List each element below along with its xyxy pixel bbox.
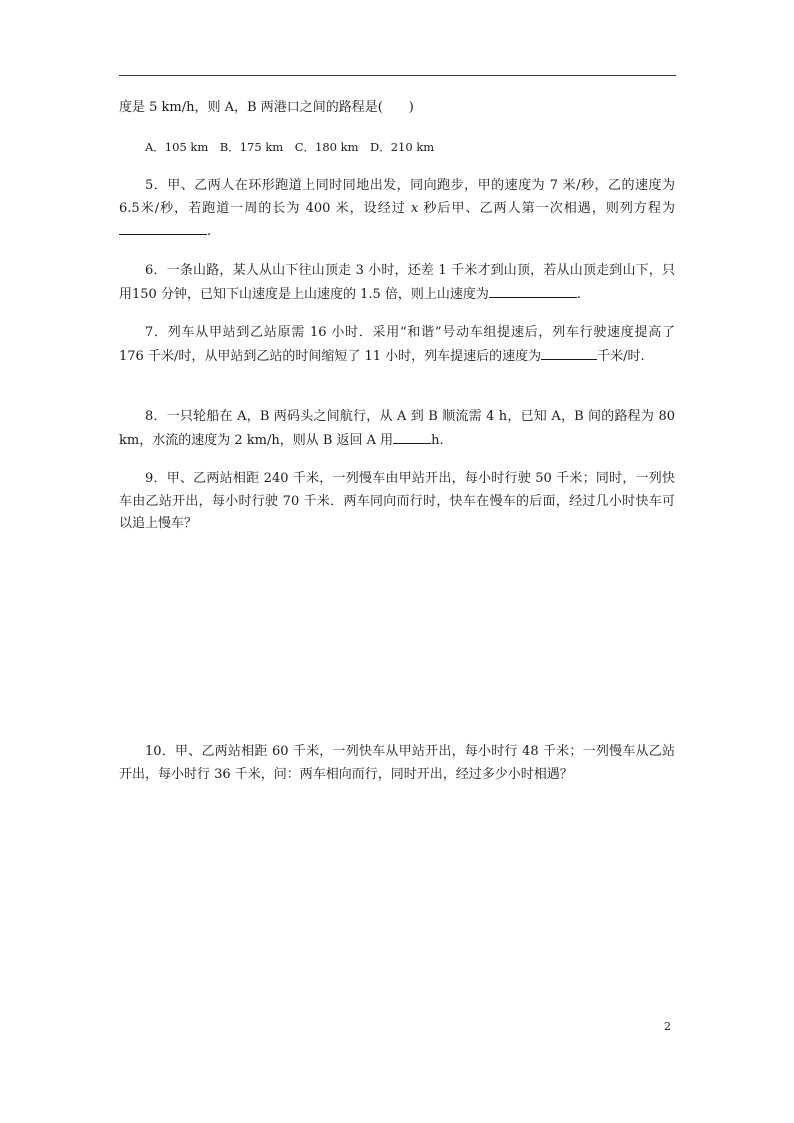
question-10: 10．甲、乙两站相距 60 千米，一列快车从甲站开出，每小时行 48 千米；一列慢车从乙站开出，每小时行 36 千米，问：两车相向而行，同时开出，经过多少小时相遇？ [119,744,675,782]
q8-end: h. [431,432,444,448]
question-7 [119,322,675,368]
question-9: 9．甲、乙两站相距 240 千米，一列慢车由甲站开出，每小时行驶 50 千米；同时，一列快车由乙站开出，每小时行驶 70 千米．两车同向而行时，快车在慢车的后面，经过几小时快车可以追上慢车？ [119,471,675,531]
page-number: 2 [664,1020,671,1033]
q8-text: 8．一只轮船在 A，B 两码头之间航行，从 A 到 B 顺流需 4 h，已知 A，B 间的路程为 80 km，水流的速度为 2 km/h，则从 B 返回 A 用 [119,409,675,448]
question-5 [119,175,675,244]
q5-text-b: 秒后甲、乙两人第一次相遇，则列方程为 [418,200,675,216]
q5-answer-blank[interactable] [119,220,207,235]
q6-end: . [576,286,582,302]
q6-text: 6．一条山路，某人从山下往山顶走 3 小时，还差 1 千米才到山顶，若从山顶走到山下，只用150 分钟，已知下山速度是上山速度的 1.5 倍，则上山速度为 [119,263,675,302]
question-6 [119,260,675,306]
q5-text-a: 5．甲、乙两人在环形跑道上同时同地出发，同向跑步，甲的速度为 7 米/秒，乙的速度为6.5米/秒，若跑道一周的长为 400 米，设经过 [119,178,675,216]
header-rule [119,75,676,76]
q6-answer-blank[interactable] [489,283,577,298]
q8-answer-blank[interactable] [393,429,431,444]
q4-options: A．105 km B．175 km C．180 km D．210 km [145,140,435,154]
question-8 [119,406,675,452]
q7-text: 7．列车从甲站到乙站原需 16 小时．采用“和谐”号动车组提速后，列车行驶速度提高了 176 千米/时，从甲站到乙站的时间缩短了 11 小时，列车提速后的速度为 [119,325,675,364]
q4-continuation: 度是 5 km/h，则 A，B 两港口之间的路程是( ) [119,100,414,115]
q7-answer-blank[interactable] [541,345,597,360]
q7-end: 千米/时. [597,348,645,364]
q5-end: . [207,224,212,239]
q5-variable: x [410,200,419,216]
